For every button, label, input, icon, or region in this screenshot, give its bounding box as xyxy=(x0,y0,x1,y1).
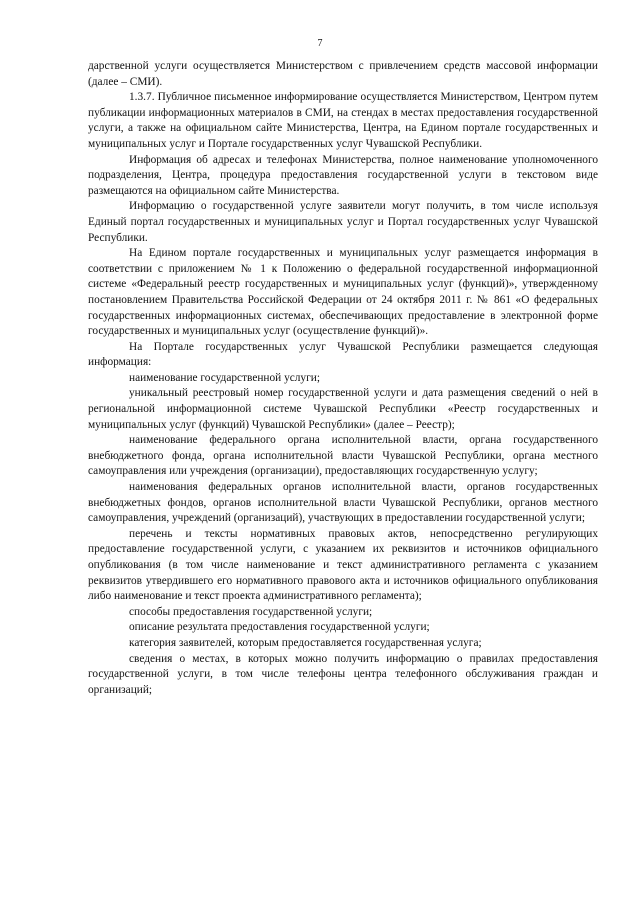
paragraph-federal-portal: На Едином портале государственных и муниципальных услуг размещается информация в соответствии с приложением № 1 к Положению о федеральной государственной информационной системе «Федеральный реестр государственных и муниципальных услуг (функций)», утвержденному постановлением Правительства Российской Федерации от 24 октября 2011 г. № 861 «О федеральных государственных информационных системах, обеспечивающих предоставление в электронной форме государственных и муниципальных услуг (осуществление функций)». xyxy=(88,247,598,338)
paragraph-regional-portal: На Портале государственных услуг Чувашской Республики размещается следующая информация: xyxy=(88,340,598,369)
page-number: 7 xyxy=(317,38,323,49)
paragraph-continuation: дарственной услуги осуществляется Министерством с привлечением средств массовой информации (далее – СМИ). xyxy=(88,60,598,88)
list-item-service-name: наименование государственной услуги; xyxy=(129,371,320,384)
paragraph-address-info: Информация об адресах и телефонах Министерства, полное наименование уполномоченного подразделения, Центра, процедура предоставления государственной услуги в текстовом виде размещаются на официальном сайте Министерства. xyxy=(88,153,598,197)
list-item-provision-methods: способы предоставления государственной услуги; xyxy=(129,605,373,618)
list-item-result-description: описание результата предоставления государственной услуги; xyxy=(129,621,430,634)
list-item-legal-acts: перечень и тексты нормативных правовых актов, непосредственно регулирующих предоставление государственной услуги, с указанием их реквизитов и источников официального опубликования (в том числе наименование и текст административного регламента с указанием реквизитов утвердившего его нормативного правового акта и источников официального опубликования либо наименование и текст проекта административного регламента); xyxy=(88,527,598,603)
paragraph-portal-info: Информацию о государственной услуге заявители могут получить, в том числе используя Единый портал государственных и муниципальных услуг и Портал государственных услуг Чувашской Республики. xyxy=(88,200,598,244)
list-item-registry-number: уникальный реестровый номер государственной услуги и дата размещения сведений о ней в региональной информационной системе Чувашской Республики «Реестр государственных и муниципальных услуг (функций) Чувашской Республики» (далее – Реестр); xyxy=(88,387,598,431)
document-body xyxy=(88,59,598,698)
list-item-applicant-category: категория заявителей, которым предоставляется государственная услуга; xyxy=(129,636,482,649)
list-item-participating-bodies: наименования федеральных органов исполнительной власти, органов государственных внебюджетных фондов, органов исполнительной власти Чувашской Республики, органов местного самоуправления, учреждений (организаций), участвующих в предоставлении государственной услуги; xyxy=(88,481,598,525)
list-item-providing-body: наименование федерального органа исполнительной власти, органа государственного внебюджетного фонда, органа исполнительной власти Чувашской Республики, органа местного самоуправления или учреждения (организации), предоставляющих государственную услугу; xyxy=(88,434,598,478)
list-item-information-places: сведения о местах, в которых можно получить информацию о правилах предоставления государственной услуги, в том числе телефоны центра телефонного обслуживания граждан и организаций; xyxy=(88,652,598,696)
paragraph-1-3-7: 1.3.7. Публичное письменное информирование осуществляется Министерством, Центром путем публикации информационных материалов в СМИ, на стендах в местах предоставления государственной услуги, а также на официальном сайте Министерства, Центра, на Едином портале государственных и муниципальных услуг и Портале государственных услуг Чувашской Республики. xyxy=(88,91,598,150)
